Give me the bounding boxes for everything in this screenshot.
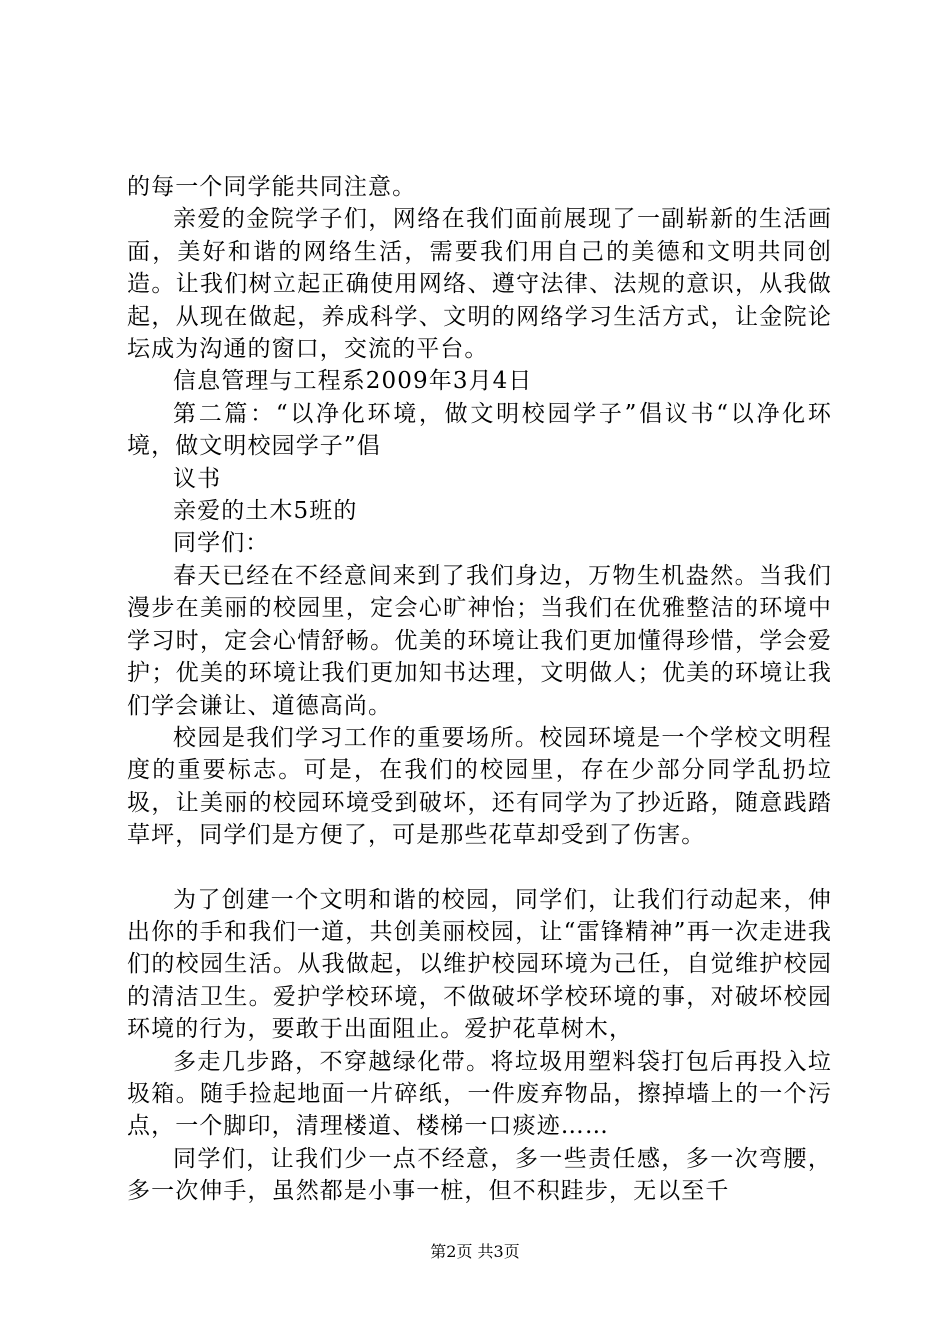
section-heading-continued: 议书 — [173, 465, 222, 492]
document-body — [127, 171, 832, 1208]
paragraph: 的每一个同学能共同注意。 — [127, 174, 417, 200]
paragraph: 为了创建一个文明和谐的校园，同学们，让我们行动起来，伸出你的手和我们一道，共创美丽校园，让“雷锋精神”再一次走进我们的校园生活。从我做起，以维护校园环境为己任，自觉维护校园的清洁卫生。爱护学校环境，不做破坏学校环境的事，对破坏校园环境的行为，要敢于出面阻止。爱护花草树木， — [127, 886, 832, 1043]
paragraph: 多走几步路，不穿越绿化带。将垃圾用塑料袋打包后再投入垃圾箱。随手捡起地面一片碎纸，一件废弃物品，擦掉墙上的一个污点，一个脚印，清理楼道、楼梯一口痰迹…… — [127, 1048, 832, 1140]
paragraph: 春天已经在不经意间来到了我们身边，万物生机盎然。当我们漫步在美丽的校园里，定会心旷神怡；当我们在优雅整洁的环境中学习时，定会心情舒畅。优美的环境让我们更加懂得珍惜，学会爱护；优美的环境让我们更加知书达理，文明做人；优美的环境让我们学会谦让、道德高尚。 — [127, 562, 832, 719]
section-heading: 第二篇：“以净化环境，做文明校园学子”倡议书“以净化环境，做文明校园学子”倡 — [127, 400, 832, 460]
salutation-continued: 同学们： — [173, 530, 270, 557]
paragraph-signature: 信息管理与工程系2009年3月4日 — [173, 368, 533, 395]
paragraph: 校园是我们学习工作的重要场所。校园环境是一个学校文明程度的重要标志。可是，在我们的校园里，存在少部分同学乱扔垃圾，让美丽的校园环境受到破坏，还有同学为了抄近路，随意践踏草坪，同学们是方便了，可是那些花草却受到了伤害。 — [127, 724, 832, 849]
paragraph: 亲爱的金院学子们，网络在我们面前展现了一副崭新的生活画面，美好和谐的网络生活，需要我们用自己的美德和文明共同创造。让我们树立起正确使用网络、遵守法律、法规的意识，从我做起，从现在做起，养成科学、文明的网络学习生活方式，让金院论坛成为沟通的窗口，交流的平台。 — [127, 206, 832, 363]
page-number-footer: 第2页 共3页 — [430, 1242, 520, 1261]
paragraph: 同学们，让我们少一点不经意，多一些责任感，多一次弯腰，多一次伸手，虽然都是小事一桩，但不积跬步，无以至千 — [127, 1145, 832, 1205]
salutation: 亲爱的土木5班的 — [173, 498, 358, 525]
blank-line — [127, 852, 832, 884]
